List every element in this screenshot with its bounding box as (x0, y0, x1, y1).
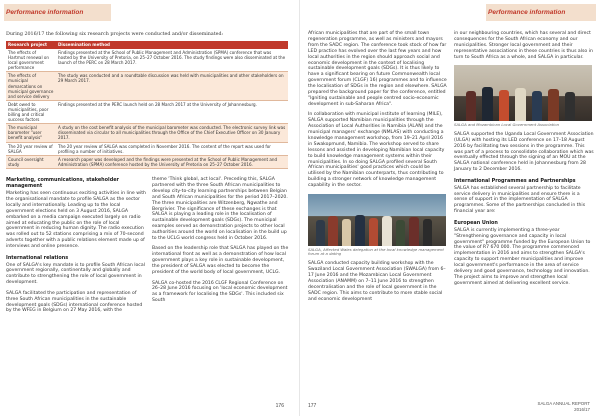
photo-caption: SALGA and Mozambican Local Government Association (454, 122, 560, 128)
body-paragraph: SALGA conducted capacity building workshop with the Swaziland Local Government Association (SWALGA) from 6–17 June 2016 and the Mozambican Local Government Association (ANAMM) on 7–11 June 2016 to strengthen decentralisation and the role of local government in the SADC region. This aims to contribute to more stable social and economic development (308, 261, 446, 302)
section-banner: Performance information (4, 4, 111, 21)
body-paragraph: theme 'Think global, act local'. Preceding this, SALGA partnered with the three South African municipalities to develop city-to-city learning partnerships between Belgian and South African municipalities for the period 2017–2020. The three municipalities are Witzenberg, Ngwathe and Bergrivier. The significance of these exchanges is that SALGA is playing a leading role in the localisation of sustainable development goals (SDGs). The municipal examples served as demonstration projects to other local authorities around the world on localisation in the build up to the UCLG world congress held in October 2016. (152, 177, 288, 242)
right-page (300, 0, 600, 416)
right-body-columns (308, 31, 594, 307)
right-column-2 (454, 31, 594, 307)
header-research-project: Research project (6, 41, 56, 49)
footer-year: 2016/17 (574, 406, 590, 412)
left-body-columns (6, 177, 292, 319)
project-name: The 20 year review of SALGA (6, 142, 56, 155)
dissemination-text: Findings presented at the PERC launch held on 28 March 2017 at the University of Johannesburg. (56, 100, 288, 123)
body-paragraph: Based on the leadership role that SALGA has played on the international front as well as a demonstration of how local government plays a key role in sustainable development, the president of SALGA was elected to become the president of the world body of local government, UCLG. (152, 246, 289, 276)
project-name: The effects of Hartmut renewal on local government performance (6, 49, 56, 72)
marketing-heading: Marketing, communications, stakeholder management (6, 177, 119, 189)
table-row (6, 49, 288, 72)
left-column-2 (152, 177, 292, 319)
table-row (6, 100, 288, 123)
body-paragraph: African municipalities that are part of the small town regeneration programme, as well as ministers and mayors from the SADC region. The conference took stock of how far LED practice has evolved over the last few years and how local authorities in the region should approach social and economic development in the context of localising sustainable development goals (SDGs). It is thus likely to have a significant bearing on future Commonwealth local government forum (CLGF) 16) programmes and to influence the localisation of SDGs in the region and elsewhere. SALGA prepared the background paper for the conference, entitled "Igniting sustainable and people centred socio-economic development in sub-Saharan Africa". (308, 31, 447, 107)
section-banner: Performance information (486, 4, 596, 21)
header-dissemination-method: Dissemination method (56, 41, 288, 49)
body-paragraph: SALGA co-hosted the 2016 CLGF Regional Conference on 26–28 June 2016 focusing on 'local economic development as a framework for localising the SDGs'. This included six South (152, 280, 288, 304)
body-paragraph: Marketing has seen continuous exciting activities in line with the organisational mandate to profile SALGA as the sector locally and internationally. Leading up to the local government elections held on 3 August 2016, SALGA embarked on a media campaign executed largely on radio aimed at educating the public on the role of local government in reducing human dignity. The radio execution was rolled out to 52 stations comprising a mix of 70-second adverts together with a public relations element made up of interviews and online presence. (6, 191, 146, 250)
page-number: 177 (308, 403, 317, 409)
page-number: 176 (275, 403, 284, 409)
dissemination-text: The 20 year review of SALGA was completed in November 2016. The content of the report was used for profiling a number of initiatives. (56, 142, 288, 155)
body-paragraph: SALGA has established several partnership to facilitate service delivery in municipalities and ensure there is a sense of support in the implementation of SALGA programmes. Some of the partnerships concluded in this financial year are: (454, 185, 586, 215)
research-projects-table (6, 41, 288, 169)
international-relations-heading: International relations (6, 254, 69, 261)
project-name: The effects of municipal demarcations on municipal governance and service delivery (6, 72, 56, 100)
footer-title: SALGA ANNUAL REPORT (537, 401, 590, 407)
table-row (6, 72, 288, 100)
programmes-heading: International Programmes and Partnerships (454, 177, 576, 184)
dissemination-text: A study on the cost benefit analysis of the municipal barometer was conducted. The electronic survey link was disseminated via circular to all municipalities through the Office of the Chief Executive Officer on 30 January 2017. (56, 124, 288, 142)
body-paragraph: In collaboration with municipal institute of learning (MILE), SALGA supported Namibian municipalities through the Association of Local Authorities in Namibia (ALAN) and the municipal managers' exchange (NMLAS) with conducting a knowledge management workshop, from 19–21 April 2016 in Swakopmund, Namibia. The workshop served to share lessons and assisted in developing Namibian local capacity to build knowledge management systems within their municipalities. In so doing SALGA profiled several South African municipalities' good practices which could be utilised by the Namibian counterparts, thus contributing to building a stronger network of knowledge management capability in the sector. (308, 112, 445, 189)
table-intro: During 2016/17 the following six research projects were conducted and/or disseminated: (6, 32, 224, 37)
body-paragraph: SALGA facilitated the participation and representation of three South African municipalities in the sustainable development goals (SDGs) international conference hosted by the WFEG in Belgium on 27 May 2016, with the (6, 290, 143, 314)
project-name: Debt owed to municipalities, poor billing and critical success factors (6, 100, 56, 123)
project-name: The municipal barometer "user benefit analysis" (6, 124, 56, 142)
right-column-1 (308, 31, 448, 307)
table-row (6, 142, 288, 155)
body-paragraph: One of SALGA's key mandate is to profile South African local government regionally, continentally and globally and contribute to strengthening the role of local government in development. (6, 262, 145, 286)
table-row (6, 155, 288, 168)
dissemination-text: Findings presented at the School of Public Management and Administration (SPMA) conference that was hosted by the University of Pretoria, on 25–27 October 2016. The study findings were also disseminated at the launch of the PERC on 28 March 2017. (56, 49, 288, 72)
table-header-row (6, 41, 288, 49)
report-footer (538, 401, 590, 412)
delegation-photo (454, 65, 592, 121)
dissemination-text: A research paper was developed and the findings were presented at the School of Public Management and Administration (SPMA) conference hosted by the University of Pretoria on 25–27 October 2016. (56, 155, 288, 168)
body-paragraph: SALGA is currently implementing a three-year "Strengthening governance and capacity in local government" programme funded by the European Union to the value of R7 670 000. The programme commenced implementation in 2016 and aims to strengthen SALGA's capacity to support member municipalities and improve local government's performance in the area of service delivery and good governance, technology and innovation. The project aims to improve and strengthen local government aimed at delivering excellent service. (454, 227, 591, 286)
photo-caption: SALGA, Affected Wales delegation at the local knowledge management forum at a dating (308, 246, 444, 257)
project-name: Council oversight study (6, 155, 56, 168)
table-row (6, 124, 288, 142)
left-column-1 (6, 177, 146, 319)
body-paragraph: in our neighbouring countries, which has several and direct consequences for the South African economy and our municipalities. Stronger local government and their representative associations in these countries is thus also in turn to South Africa as a whole, and SALGA in particular. (454, 31, 593, 60)
european-union-heading: European Union (454, 219, 498, 226)
body-paragraph: SALGA supported the Uganda Local Government Association (ULGA) with hosting its LED conference on 17–18 August 2016 by facilitating two sessions in the programme. This was part of a process to consolidate collaboration which was eventually effected through the signing of an MOU at the SALGA national conference held in Johannesburg from 28 January to 2 December 2016. (454, 131, 594, 173)
workshop-photo (308, 194, 446, 246)
dissemination-text: The study was conducted and a roundtable discussion was held with municipalities and other stakeholders on 29 March 2017. (56, 72, 288, 100)
